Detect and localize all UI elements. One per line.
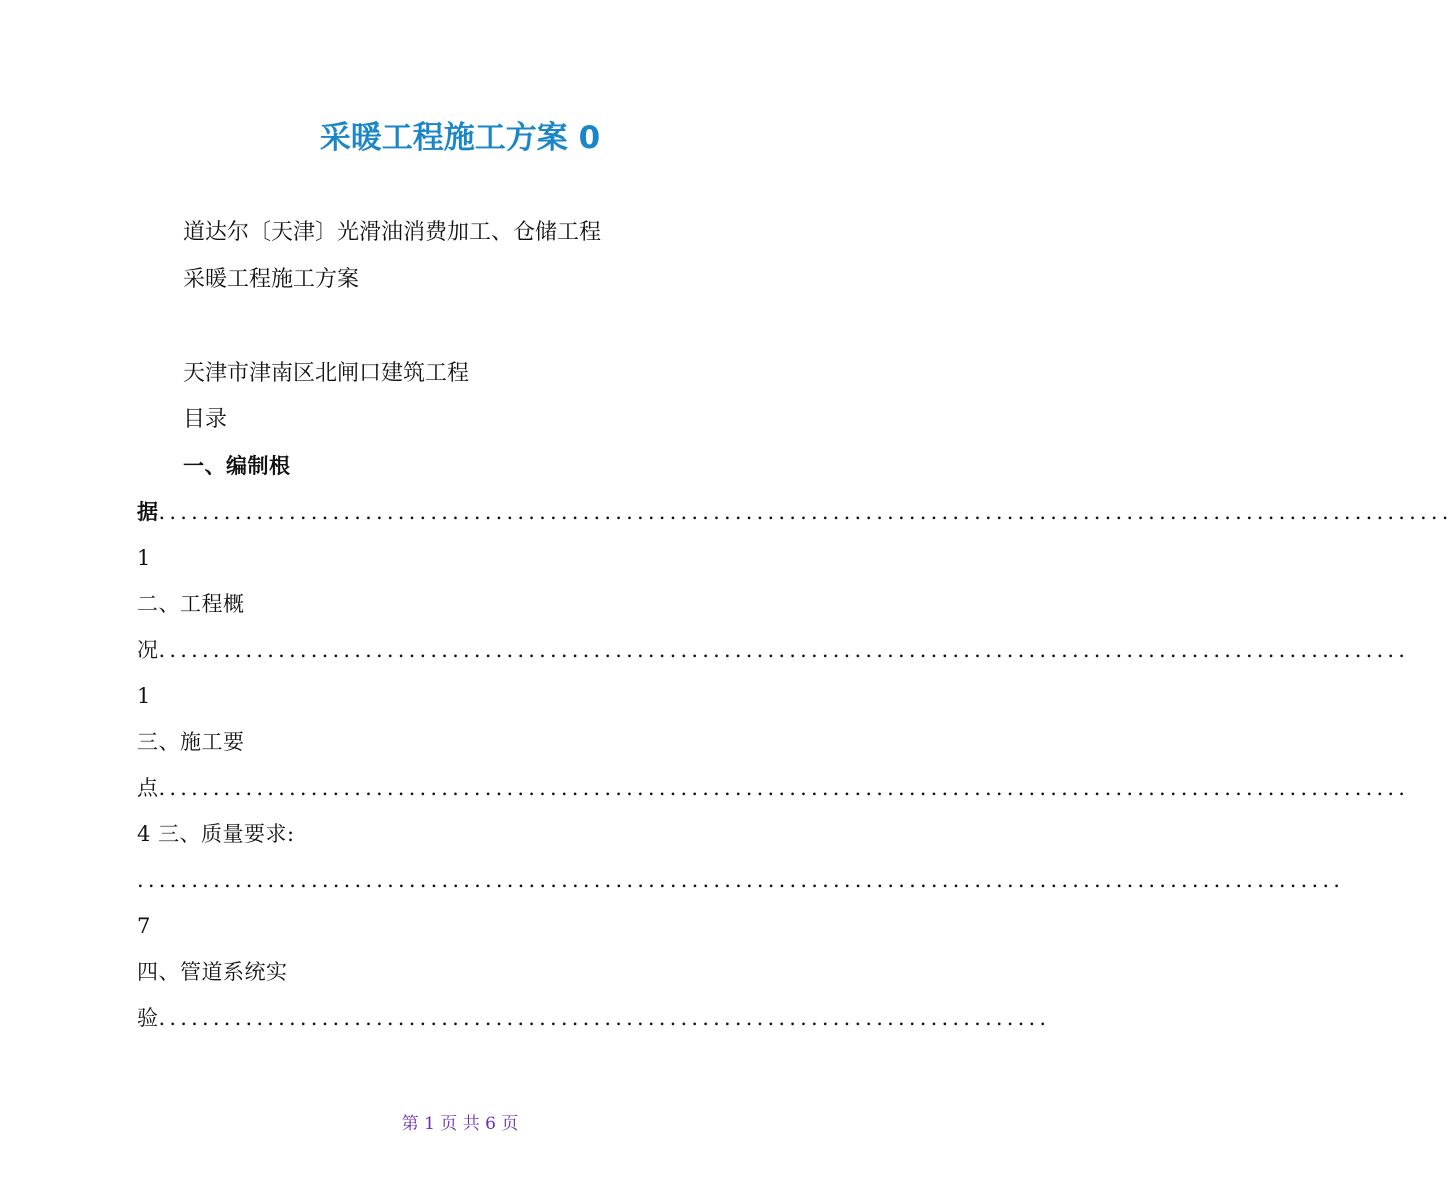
toc-entry-label: 四、管道系统实验 — [137, 960, 288, 1030]
table-of-contents: 一、编制根据....................................................................................................................... 1 二、工程概况................................................................................................................... 1 三、施工要点................................................................................................................... 4 三、质量要求: ............................................................................................................... 7 四、管道系统实验.................................................................................. — [137, 453, 1453, 1030]
toc-entry-label: 三、施工要点 — [137, 730, 245, 800]
project-name-line2: 采暖工程施工方案 — [183, 267, 360, 292]
toc-entry-page: 1 — [137, 684, 151, 708]
toc-entry-label: 一、编制根据 — [137, 453, 291, 524]
project-name-line1: 道达尔〔天津〕光滑油消费加工、仓储工程 — [183, 220, 602, 245]
toc-entry-label: 三、质量要求: — [158, 822, 295, 846]
company-name: 天津市津南区北闸口建筑工程 — [183, 361, 470, 386]
toc-entry-label: 二、工程概况 — [137, 592, 245, 662]
document-title: 采暖工程施工方案 0 — [319, 120, 601, 156]
toc-entry-page: 7 — [137, 914, 151, 938]
toc-entry-page: 1 — [137, 546, 151, 570]
page-footer: 第 1 页 共 6 页 — [401, 1114, 519, 1134]
toc-entry-page: 4 — [137, 822, 151, 846]
toc-heading: 目录 — [183, 407, 228, 432]
